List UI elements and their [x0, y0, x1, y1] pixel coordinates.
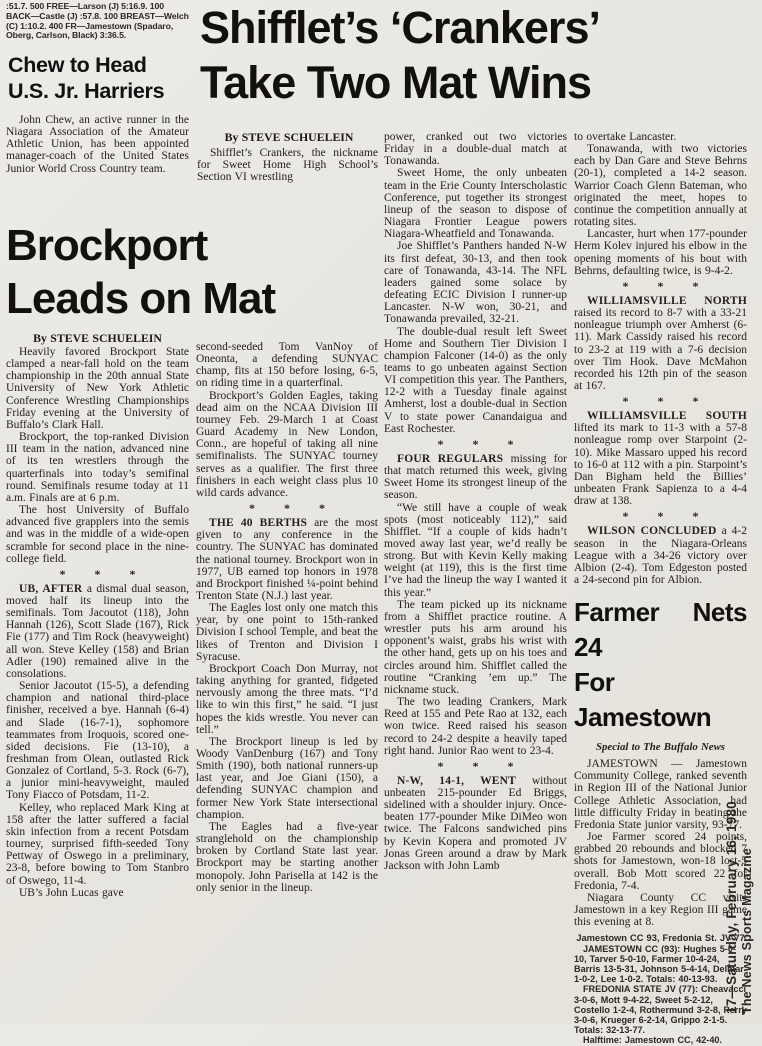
swim-results-agate: :51.7. 500 FREE—Larson (J) 5:16.9. 100 BACK—Castle (J) :57.8. 100 BREAST—Welch (C) 1:10.2. 400 FR—Jamestown (Spadaro, Oberg, Carlson, Black) 3:36.5. [6, 1, 189, 41]
shifflet-column-2 [197, 147, 378, 183]
farmer-boxscore [574, 933, 747, 1045]
article-paragraph: second-seeded Tom VanNoy of Oneonta, a defending SUNYAC champ, fits at 150 before losing, 6-5, on riding time in a quarterfinal. [196, 341, 378, 390]
article-paragraph: Kelley, who replaced Mark King at 158 after the latter suffered a facial skin infection from a recent Potsdam tourney, surprised fifth-seeded Tony Pettway of Oswego in a preliminary, 23-8, before bowing to Tom Stanbro of Oswego, 11-4. [6, 801, 189, 887]
page-folio [724, 722, 755, 1014]
article-paragraph: Senior Jacoutot (15-5), a defending champion and national third-place finisher, received a bye. Hannah (6-4) and Slade (16-7-1), sophomore teammates from Iroquois, scored one-sided decisions. Fie (13-10), a freshman from Olean, outlasted Rick Gonzalez of Cortland, 5-3. Rock (6-7), a junior mini-heavyweight, mauled Tony Fiacco of Potsdam, 11-2. [6, 680, 189, 802]
article-paragraph: The Brockport lineup is led by Woody VanDenburg (167) and Tony Smith (190), both national runners-up last year, and Joe Giani (150), a defending SUNYAC champion and former New York State intersectional champion. [196, 735, 378, 821]
article-paragraph: Jamestown CC 93, Fredonia St. JV 77 [576, 933, 745, 944]
article-paragraph: The double-dual result left Sweet Home and Southern Tier Division I champion Falconer (14-0) as the only teams to go unbeaten against Section VI competition this year. The Panthers, 12-2 with a Tuesday finale against Amherst, lost a double-dual in Section V to state power Canandaigua and East Rochester. [384, 325, 567, 435]
section-separator: * * * [249, 501, 325, 516]
paragraph-lead: THE 40 BERTHS [209, 517, 315, 530]
brockport-headline [6, 219, 378, 325]
article-paragraph: THE 40 BERTHS are the most given to any conference in the country. The SUNYAC has dominated the national tourney. Brockport won in 1977, UB earned top honors in 1978 and Brockport finished ¼-point behind Trenton State (N.J.) last year. [196, 517, 378, 602]
article-paragraph: Heavily favored Brockport State clamped a near-fall hold on the team championship in the 20th annual State University of New York Athletic Conference Wrestling Championships Friday evening at the University of Buffalo’s Clark Hall. [6, 346, 189, 431]
chew-article-body [6, 114, 189, 175]
brockport-headline-line1: Brockport [6, 221, 208, 270]
brockport-column-1 [6, 330, 189, 899]
article-paragraph: Lancaster, hurt when 177-pounder Herm Kolev injured his elbow in the opening moments of his bout with Behrns, defaulting twice, is 9-4-2. [574, 228, 747, 277]
article-paragraph: The host University of Buffalo advanced five grapplers into the semis and was in the middle of a wide-open scramble for second place in the nine-college field. [6, 504, 189, 565]
article-paragraph: JAMESTOWN — Jamestown Community College, ranked seventh in Region III of the National Junior College Athletic Association, had little difficulty Friday in beating the Fredonia State junior varsity, 93-77. [574, 758, 747, 831]
chew-headline-line1: Chew to Head [8, 53, 147, 77]
article-paragraph: The Eagles lost only one match this year, by one point to 15th-ranked Division I school Temple, and beat the likes of Trenton and Division I Syracuse. [196, 602, 378, 663]
farmer-headline [574, 595, 747, 735]
chew-headline [8, 52, 198, 104]
paragraph-lead: UB, AFTER [19, 582, 87, 595]
article-paragraph: Brockport, the top-ranked Division III team in the nation, advanced nine of its ten wrestlers through the quarterfinals into today’s semifinal round. Semifinals resume today at 11 a.m. Finals are at 6 p.m. [6, 431, 189, 504]
article-paragraph: UB, AFTER a dismal dual season, moved half its lineup into the semifinals. Tom Jacoutot (118), John Hannah (126), Scott Slade (167), Rick Fie (177) and Tim Rock (heavyweight) all won. Steve Kelley (158) and Brian Adler (190) remained alive in the consolations. [6, 582, 189, 680]
brockport-headline-line2: Leads on Mat [6, 274, 276, 323]
article-paragraph: JAMESTOWN CC (93): Hughes 5-0-10, Tarver 5-0-10, Farmer 10-4-24, Barris 13-5-31, Johnson 5-4-14, Delmar 1-0-2, Lee 1-0-2. Totals: 40-13-93. [574, 943, 744, 985]
paragraph-lead: FOUR REGULARS [397, 452, 511, 465]
paragraph-lead: WILSON CONCLUDED [587, 525, 722, 538]
article-paragraph: The team picked up its nickname from a Shifflet practice routine. A wrestler puts his arm around his opponent’s waist, grabs his wrist with the other hand, gets up on his toes and circles around him. Shifflet called the routine “Cranking ’em up.” The nickname stuck. [384, 598, 567, 696]
paragraph-lead: WILLIAMSVILLE NORTH [587, 294, 747, 307]
article-paragraph: Tonawanda, with two victories each by Dan Gare and Steve Behrns (20-1), completed a 14-2 season. Warrior Coach Glenn Bateman, who originated the meet, hopes to continue the competition annually at rotating sites. [574, 143, 747, 229]
shifflet-headline [200, 0, 762, 110]
section-separator: * * * [622, 509, 699, 524]
article-paragraph: WILSON CONCLUDED a 4-2 season in the Niagara-Orleans League with a 34-26 victory over Albion (2-4). Tom Edgeston posted a 24-second pin for Albion. [574, 525, 747, 586]
article-paragraph: The Eagles had a five-year stranglehold on the championship broken by Cortland State last year. Brockport may be starting another monopoly. John Parisella at 142 is the only senior in the lineup. [196, 820, 378, 894]
farmer-credit-line: Special to The Buffalo News [596, 741, 725, 754]
article-paragraph: Brockport’s Golden Eagles, taking dead aim on the NCAA Division III tourney Feb. 29-March 1 at Coast Guard Academy in New London, Conn., are hopeful of taking all nine semifinalists. The SUNYAC tourney serves as a qualifier. The first three finishers in each weight class plus 10 wild cards advance. [196, 389, 378, 499]
folio-magazine-line: The News Sports Magazine [740, 848, 754, 1014]
farmer-headline-line1: Farmer Nets 24 [574, 597, 747, 663]
article-paragraph: to overtake Lancaster. [574, 131, 677, 143]
article-paragraph: WILLIAMSVILLE SOUTH lifted its mark to 11-3 with a 57-8 nonleague romp over Starpoint (2-10). Mike Massaro upped his record to 16-0 at 112 with a pin. Starpoint’s Dan Bigham held the Billies’ unbeaten Frank Sapienza to a 4-4 draw at 138. [574, 410, 747, 508]
article-paragraph: Joe Farmer scored 24 points, grabbed 20 rebounds and blocked 7 shots for Jamestown, won-18 lost-5 overall. Bob Mott scored 22 for Fredonia, 7-4. [574, 831, 747, 892]
section-separator: * * * [622, 394, 699, 409]
folio-date-line: 17—Saturday, February 16, 1980 [724, 801, 739, 1014]
section-separator: * * * [437, 758, 514, 773]
article-paragraph: WILLIAMSVILLE NORTH raised its record to 8-7 with a 33-21 nonleague triumph over Amherst (6-11). Mark Cassidy raised his record to 23-2 at 119 with a 7-6 decision over Tim Hook. Dave McMahon recorded his 12th pin of the season at 167. [574, 294, 747, 392]
article-paragraph: FOUR REGULARS missing for that match returned this week, giving Sweet Home its strongest lineup of the season. [384, 452, 567, 502]
shifflet-headline-line1: Shifflet’s ‘Crankers’ [200, 2, 600, 53]
brockport-byline: By STEVE SCHUELEIN [33, 331, 162, 345]
farmer-article-body [574, 758, 747, 928]
shifflet-column-4-body [574, 131, 747, 586]
article-paragraph: Halftime: Jamestown CC, 42-40. [583, 1035, 722, 1046]
article-paragraph: UB’s John Lucas gave [19, 886, 124, 899]
article-paragraph: power, cranked out two victories Friday in a double-dual match at Tonawanda. [384, 131, 567, 168]
article-paragraph: Joe Shifflet’s Panthers handed N-W its first defeat, 30-13, and then took care of Tonawanda, 43-14. The NFL leaders gained some solace by defeating ECIC Division I runner-up Lancaster. N-W won, 30-21, and Tonawanda prevailed, 32-21. [384, 240, 567, 326]
paragraph-lead: WILLIAMSVILLE SOUTH [587, 410, 747, 423]
article-paragraph: N-W, 14-1, WENT without unbeaten 215-pounder Ed Briggs, sidelined with a shoulder injury. Once-beaten 177-pounder Mike DiMeo won twice. The Falcons sandwiched pins by Kevin Kopera and promoted JV Jonas Green around a draw by Mark Jackson with John Lamb [384, 774, 567, 872]
farmer-headline-line2: For Jamestown [574, 667, 712, 733]
article-paragraph: Brockport Coach Don Murray, not taking anything for granted, fidgeted nervously among the three mats. “I’d like to win this first,” he said. “I just hopes the kids wrestle. You never can tell.” [196, 662, 378, 736]
column-4 [574, 131, 747, 1046]
chew-headline-line2: U.S. Jr. Harriers [8, 79, 165, 103]
brockport-column-2 [196, 341, 378, 894]
brockport-column-1-body [6, 346, 189, 899]
article-paragraph: Sweet Home, the only unbeaten team in the Erie County Interscholastic Conference, put together its strongest lineup of the season to dispose of Niagara Frontier League powers Niagara-Wheatfield and Tonawanda. [384, 167, 567, 241]
section-separator: * * * [622, 278, 699, 293]
section-separator: * * * [59, 566, 136, 581]
paragraph-lead: N-W, 14-1, WENT [397, 774, 532, 787]
article-paragraph: Niagara County CC visits Jamestown in a key Region III game this evening at 8. [574, 891, 747, 929]
article-paragraph: “We still have a couple of weak spots (most noticeably 112),” said Shifflet. “If a couple of kids hadn’t moved away last year, we’d really be strong. But with Kevin Kelly making weight (at 119), this is the first time I’ve had the lineup the way I wanted it this year.” [384, 501, 567, 599]
article-paragraph: FREDONIA STATE JV (77): Cheavacci 3-0-6, Mott 9-4-22, Sweet 5-2-12, Costello 1-2-4, Rothermund 3-2-8, Perry 3-0-6, Krueger 6-2-14, Grippo 2-1-5. Totals: 32-13-77. [574, 984, 747, 1036]
shifflet-headline-line2: Take Two Mat Wins [200, 57, 591, 108]
shifflet-byline: By STEVE SCHUELEIN [224, 130, 354, 144]
section-separator: * * * [437, 436, 514, 451]
article-paragraph: Shifflet’s Crankers, the nickname for Sweet Home High School’s Section VI wrestling [197, 147, 378, 184]
article-paragraph: John Chew, an active runner in the Niagara Association of the Amateur Athletic Union, has been appointed manager-coach of the United States Junior World Cross Country team. [6, 114, 189, 175]
shifflet-column-3 [384, 131, 567, 872]
article-paragraph: The two leading Crankers, Mark Reed at 155 and Pete Rao at 132, each won twice. Reed raised his season record to 24-2 despite a heavily taped right hand. Junior Rao went to 23-4. [384, 696, 567, 757]
